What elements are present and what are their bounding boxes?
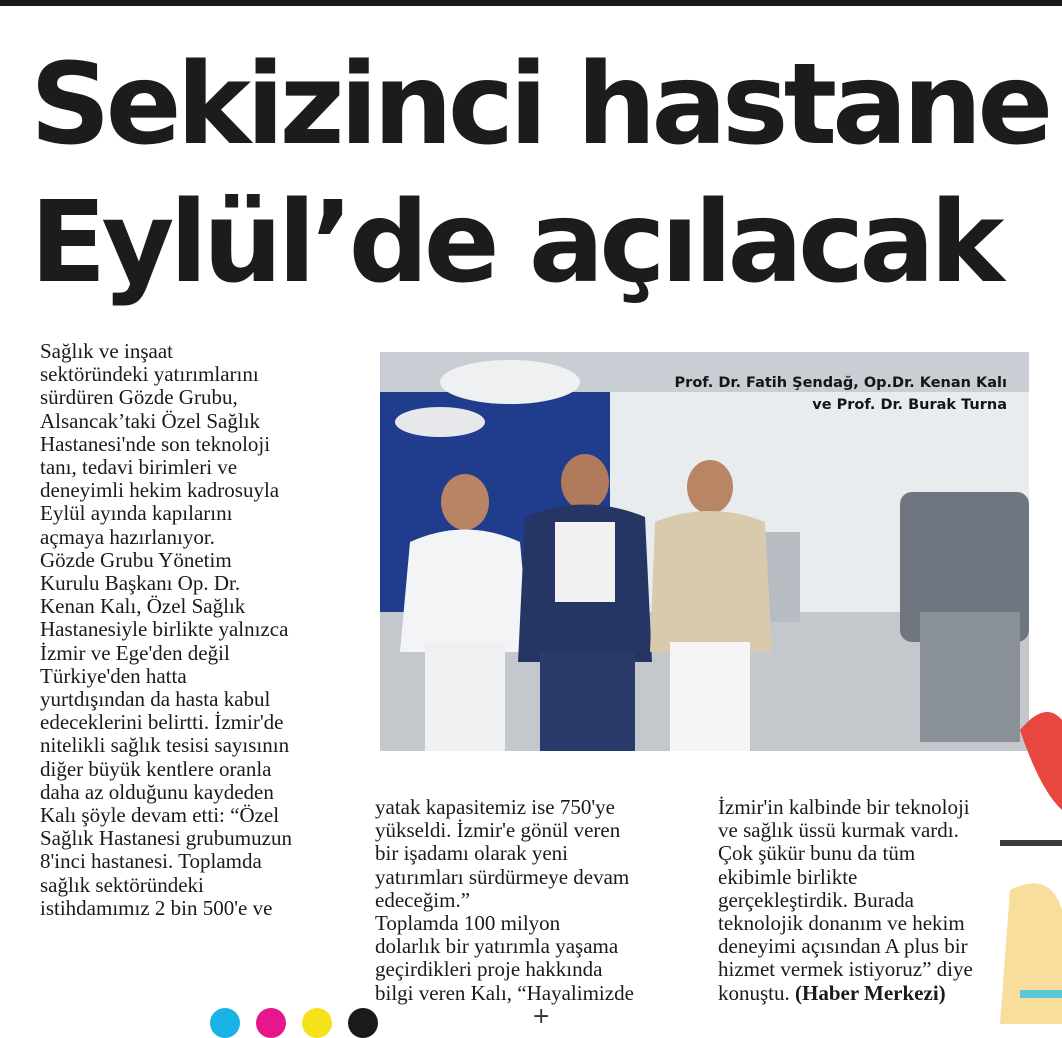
news-credit: (Haber Merkezi) bbox=[795, 980, 946, 1005]
column-1-paragraph-1: Sağlık ve inşaat sektöründeki yatırımlarını sürdüren Gözde Grubu, Alsancak’taki Özel Sağlık Hastanesi'nde son teknoloji tanı, tedavi birimleri ve deneyimli hekim kadrosuyla Eylül ayında kapılarını açmaya hazırlanıyor. bbox=[40, 339, 280, 549]
article-photo bbox=[380, 352, 1029, 751]
yellow-registration-dot bbox=[302, 1008, 332, 1038]
photo-caption bbox=[675, 372, 1007, 416]
headline bbox=[30, 36, 1049, 312]
column-2-paragraph-1: yatak kapasitemiz ise 750'ye yükseldi. İzmir'e gönül veren bir işadamı olarak yeni yatırımları sürdürmeye devam edeceğim.” bbox=[375, 795, 630, 912]
top-rule bbox=[0, 0, 1062, 6]
column-3-text: İzmir'in kalbinde bir teknoloji ve sağlık üssü kurmak vardı. Çok şükür bunu da tüm ekibimle birlikte gerçekleştirdik. Burada teknolojik donanım ve hekim deneyimi açısından A plus bir hizmet vermek istiyoruz” diye konuştu. bbox=[718, 795, 973, 1005]
decorative-graphic bbox=[990, 690, 1062, 1024]
magenta-registration-dot bbox=[256, 1008, 286, 1038]
photo-caption-line-2: ve Prof. Dr. Burak Turna bbox=[812, 397, 1007, 413]
headline-line-1: Sekizinci hastane bbox=[30, 40, 1049, 170]
crop-mark-icon: + bbox=[532, 1004, 551, 1029]
black-registration-dot bbox=[348, 1008, 378, 1038]
cyan-registration-dot bbox=[210, 1008, 240, 1038]
photo-caption-line-1: Prof. Dr. Fatih Şendağ, Op.Dr. Kenan Kalı bbox=[674, 375, 1007, 391]
headline-line-2: Eylül’de açılacak bbox=[30, 178, 1000, 308]
column-1-paragraph-2: Gözde Grubu Yönetim Kurulu Başkanı Op. Dr. Kenan Kalı, Özel Sağlık Hastanesiyle birlikte yalnızca İzmir ve Ege'den değil Türkiye'den hatta yurtdışından da hasta kabul edeceklerini belirtti. İzmir'de nitelikli sağlık tesisi sayısının diğer büyük kentlere oranla daha az olduğunu kaydeden Kalı şöyle devam etti: “Özel Sağlık Hastanesi grubumuzun 8'inci hastanesi. Toplamda sağlık sektöründeki istihdamımız 2 bin 500'e ve bbox=[40, 547, 292, 920]
article-column-2 bbox=[375, 796, 705, 1005]
article-column-1 bbox=[40, 340, 360, 920]
column-2-paragraph-2: Toplamda 100 milyon dolarlık bir yatırımla yaşama geçirdikleri proje hakkında bilgi veren Kalı, “Hayalimizde bbox=[375, 911, 634, 1005]
